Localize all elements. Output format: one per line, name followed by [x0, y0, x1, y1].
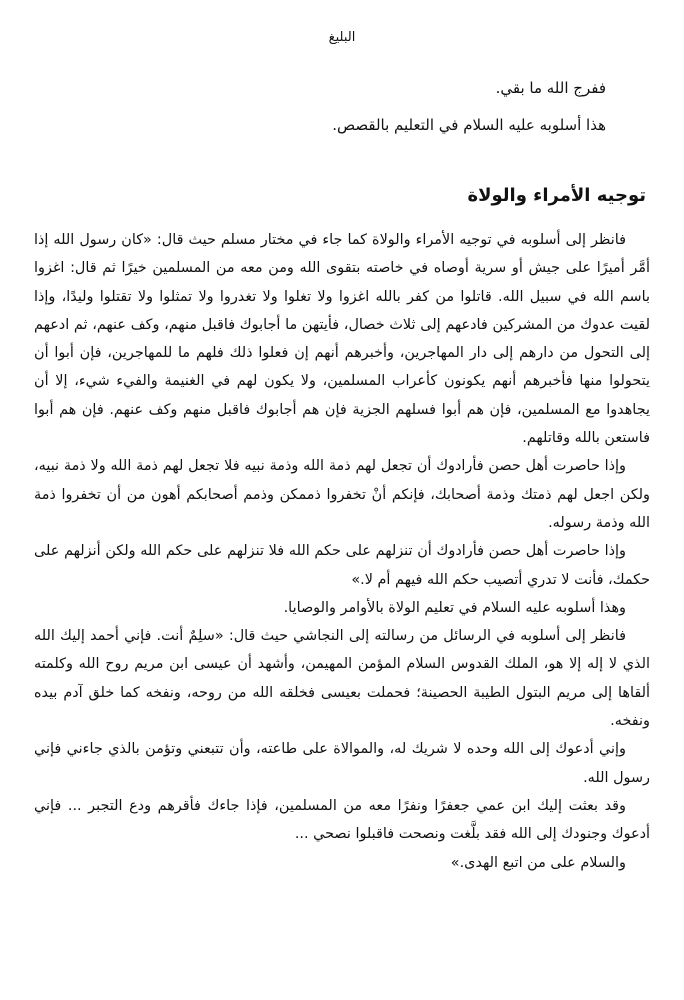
intro-line-1: ففرج الله ما بقي. — [495, 79, 606, 97]
paragraph: فانظر إلى أسلوبه في الرسائل من رسالته إلى النجاشي حيث قال: «سلِمٌ أنت. فإني أحمد إليك الله الذي لا إله إلا هو، الملك القدوس السلام المؤمن المهيمن، وأشهد أن عيسى ابن مريم روح الله وكلمته ألقاها إلى مريم البتول الطيبة الحصينة؛ فحملت بعيسى فخلقه الله من روحه، ونفخه كما خلق آدم بيده ونفخه. — [34, 628, 650, 730]
paragraph: وإذا حاصرت أهل حصن فأرادوك أن تنزلهم على حكم الله فلا تنزلهم على حكم الله ولكن أنزلهم على حكمك، فأنت لا تدري أتصيب حكم الله فيهم أم لا.» — [34, 543, 650, 588]
section-heading: توجيه الأمراء والولاة — [467, 185, 646, 206]
paragraph: وإني أدعوك إلى الله وحده لا شريك له، والموالاة على طاعته، وأن تتبعني وتؤمن بالذي جاءني فإني رسول الله. — [34, 741, 650, 786]
paragraph: وهذا أسلوبه عليه السلام في تعليم الولاة بالأوامر والوصايا. — [283, 599, 626, 616]
intro-block — [40, 70, 606, 144]
section-body — [34, 226, 650, 877]
paragraph: وقد بعثت إليك ابن عمي جعفرًا ونفرًا معه من المسلمين، فإذا جاءك فأقرهم ودع التجبر ... فإني أدعوك وجنودك إلى الله فقد بلَّغت ونصحت فاقبلوا نصحي ... — [34, 797, 650, 843]
paragraph: والسلام على من اتبع الهدى.» — [450, 854, 626, 871]
intro-line-2: هذا أسلوبه عليه السلام في التعليم بالقصص. — [332, 116, 606, 134]
paragraph: فانظر إلى أسلوبه في توجيه الأمراء والولاة كما جاء في مختار مسلم حيث قال: «كان رسول الله إذا أمَّر أميرًا على جيش أو سرية أوصاه في خاصته بتقوى الله ومن معه من المسلمين خيرًا ثم قال: اغزوا باسم الله في سبيل الله. قاتلوا من كفر بالله اغزوا ولا تغلوا ولا تغدروا ولا تمثلوا ولا تقتلوا وليدًا، وإذا لقيت عدوك من المشركين فادعهم إلى ثلاث خصال، فأيتهن ما أجابوك فاقبل منهم، وكف عنهم، ثم ادعهم إلى التحول من دارهم إلى دار المهاجرين، وأخبرهم أنهم إن فعلوا ذلك فلهم ما للمهاجرين، فإن أبوا أن يتحولوا منها فأخبرهم أنهم يكونون كأعراب المسلمين، ولا يكون لهم في الغنيمة والفيء شيء، إلا أن يجاهدوا مع المسلمين، فإن هم أبوا فسلهم الجزية فإن هم أجابوك فاقبل منهم وكف عنهم. فإن هم أبوا فاستعن بالله وقاتلهم. — [34, 232, 650, 447]
running-header: البليغ — [328, 30, 356, 45]
paragraph: وإذا حاصرت أهل حصن فأرادوك أن تجعل لهم ذمة الله وذمة نبيه فلا تجعل لهم ذمة الله ولا ذمة نبيه، ولكن اجعل لهم ذمتك وذمة أصحابك، فإنكم أنْ تخفروا ذممكن وذمم أصحابكم أهون من أن تخفروا ذمة الله وذمة رسوله. — [34, 458, 650, 531]
